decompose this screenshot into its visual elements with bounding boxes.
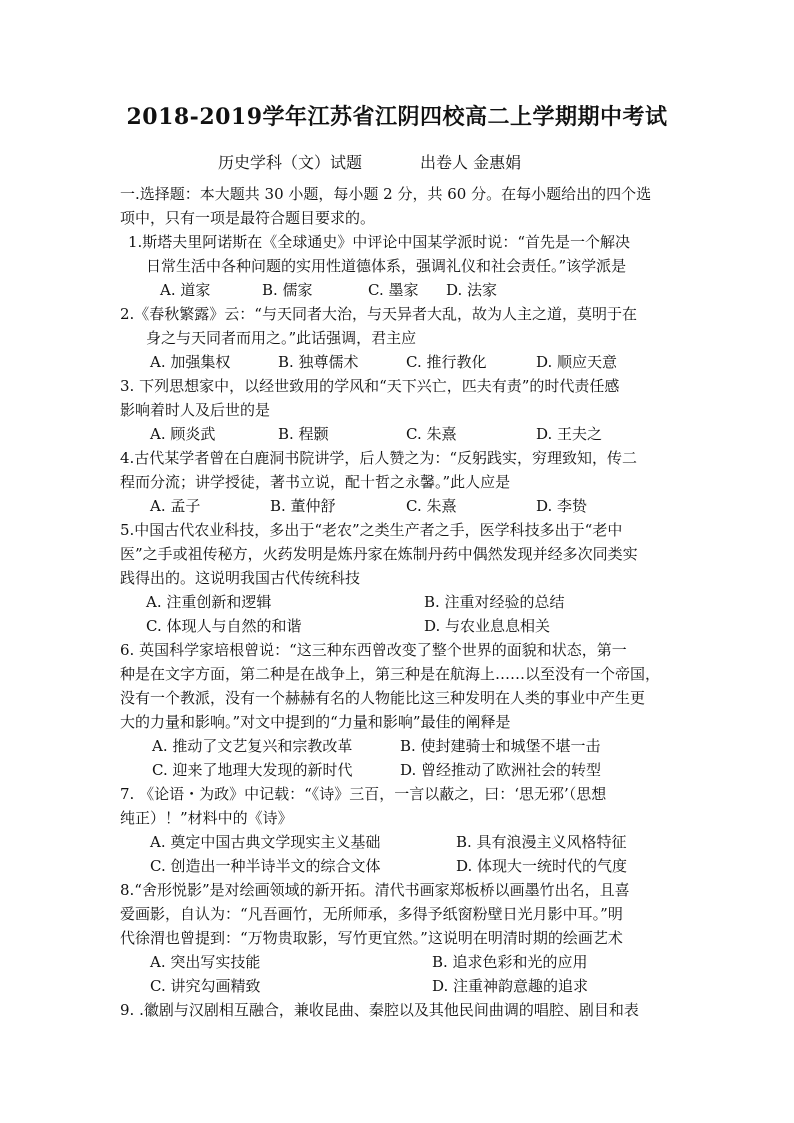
question-4-option-a: A. 孟子 [150, 497, 201, 515]
question-5-option-b: B. 注重对经验的总结 [424, 593, 565, 611]
question-8-option-a: A. 突出写实技能 [150, 953, 261, 971]
question-4-stem: 程而分流；讲学授徒，著书立说，配十哲之永馨。”此人应是 [120, 473, 511, 491]
question-3-option-b: B. 程颢 [278, 425, 329, 443]
question-9-stem: 9. .徽剧与汉剧相互融合，兼收昆曲、秦腔以及其他民间曲调的唱腔、剧目和表 [120, 1001, 639, 1019]
question-6-stem: 大的力量和影响。”对文中提到的“力量和影响”最佳的阐释是 [120, 713, 511, 731]
question-3-option-c: C. 朱熹 [406, 425, 457, 443]
question-7-option-a: A. 奠定中国古典文学现实主义基础 [150, 833, 381, 851]
question-8-option-b: B. 追求色彩和光的应用 [432, 953, 588, 971]
question-7-option-c: C. 创造出一种半诗半文的综合文体 [150, 857, 381, 875]
question-2-stem: 2.《春秋繁露》云：“与天同者大治，与天异者大乱，故为人主之道，莫明于在 [120, 305, 637, 323]
question-2-option-a: A. 加强集权 [150, 353, 231, 371]
question-1-option-c: C. 墨家 [368, 281, 419, 299]
section-instructions-line: 一.选择题：本大题共 30 小题，每小题 2 分，共 60 分。在每小题给出的四个选 [120, 185, 652, 203]
question-5-stem: 医”之手或祖传秘方，火药发明是炼丹家在炼制丹药中偶然发现并经多次同类实 [120, 545, 638, 563]
question-1-option-a: A. 道家 [160, 281, 211, 299]
question-6-stem: 种是在文字方面，第二种是在战争上，第三种是在航海上……以至没有一个帝国， [120, 665, 661, 683]
exam-subtitle [218, 150, 521, 173]
question-6-stem: 没有一个教派，没有一个赫赫有名的人物能比这三种发明在人类的事业中产生更 [120, 689, 646, 707]
question-5-option-a: A. 注重创新和逻辑 [146, 593, 272, 611]
question-1-option-b: B. 儒家 [262, 281, 313, 299]
exam-title: 2018-2019学年江苏省江阴四校高二上学期期中考试 [126, 104, 668, 130]
question-8-stem: 8.“舍形悦影”是对绘画领域的新开拓。清代书画家郑板桥以画墨竹出名，且喜 [120, 881, 630, 899]
question-5-stem: 5.中国古代农业科技，多出于“老农”之类生产者之手，医学科技多出于“老中 [120, 521, 623, 539]
question-1-stem: 1.斯塔夫里阿诺斯在《全球通史》中评论中国某学派时说：“首先是一个解决 [128, 233, 630, 251]
question-4-option-c: C. 朱熹 [406, 497, 457, 515]
question-6-option-d: D. 曾经推动了欧洲社会的转型 [400, 761, 602, 779]
question-6-option-a: A. 推动了文艺复兴和宗教改革 [152, 737, 353, 755]
question-8-stem: 代徐渭也曾提到：“万物贵取影，写竹更宜然。”这说明在明清时期的绘画艺术 [120, 929, 623, 947]
question-2-option-d: D. 顺应天意 [536, 353, 618, 371]
question-5-option-d: D. 与农业息息相关 [424, 617, 551, 635]
question-8-option-c: C. 讲究勾画精致 [150, 977, 261, 995]
question-2-option-c: C. 推行教化 [406, 353, 487, 371]
question-4-stem: 4.古代某学者曾在白鹿洞书院讲学，后人赞之为：“反躬践实，穷理致知，传二 [120, 449, 637, 467]
question-1-stem: 日常生活中各种问题的实用性道德体系，强调礼仪和社会责任。”该学派是 [146, 257, 627, 275]
question-1-option-d: D. 法家 [446, 281, 498, 299]
author-label: 出卷人 金惠娟 [420, 153, 522, 172]
question-6-option-c: C. 迎来了地理大发现的新时代 [152, 761, 353, 779]
question-3-option-d: D. 王夫之 [536, 425, 603, 443]
question-3-stem: 影响着时人及后世的是 [120, 401, 271, 419]
question-7-option-b: B. 具有浪漫主义风格特征 [456, 833, 627, 851]
question-7-stem: 7. 《论语・为政》中记载：“《诗》三百，一言以蔽之，曰：‘思无邪’（思想 [120, 785, 607, 803]
section-instructions-line: 项中，只有一项是最符合题目要求的。 [120, 209, 376, 227]
question-5-stem: 践得出的。这说明我国古代传统科技 [120, 569, 361, 587]
question-8-option-d: D. 注重神韵意趣的追求 [432, 977, 589, 995]
question-4-option-d: D. 李贽 [536, 497, 588, 515]
question-6-option-b: B. 使封建骑士和城堡不堪一击 [400, 737, 601, 755]
question-4-option-b: B. 董仲舒 [270, 497, 336, 515]
question-6-stem: 6. 英国科学家培根曾说：“这三种东西曾改变了整个世界的面貌和状态，第一 [120, 641, 627, 659]
subject-label: 历史学科（文）试题 [218, 153, 363, 172]
question-3-option-a: A. 顾炎武 [150, 425, 216, 443]
question-8-stem: 爱画影，自认为：“凡吾画竹，无所师承，多得予纸窗粉壁日光月影中耳。”明 [120, 905, 623, 923]
question-2-option-b: B. 独尊儒术 [278, 353, 359, 371]
question-7-option-d: D. 体现大一统时代的气度 [456, 857, 628, 875]
question-7-stem: 纯正）！”材料中的《诗》 [120, 809, 293, 827]
question-5-option-c: C. 体现人与自然的和谐 [146, 617, 302, 635]
question-3-stem: 3. 下列思想家中，以经世致用的学风和“天下兴亡，匹夫有责”的时代责任感 [120, 377, 620, 395]
question-2-stem: 身之与天同者而用之。”此话强调，君主应 [146, 329, 417, 347]
